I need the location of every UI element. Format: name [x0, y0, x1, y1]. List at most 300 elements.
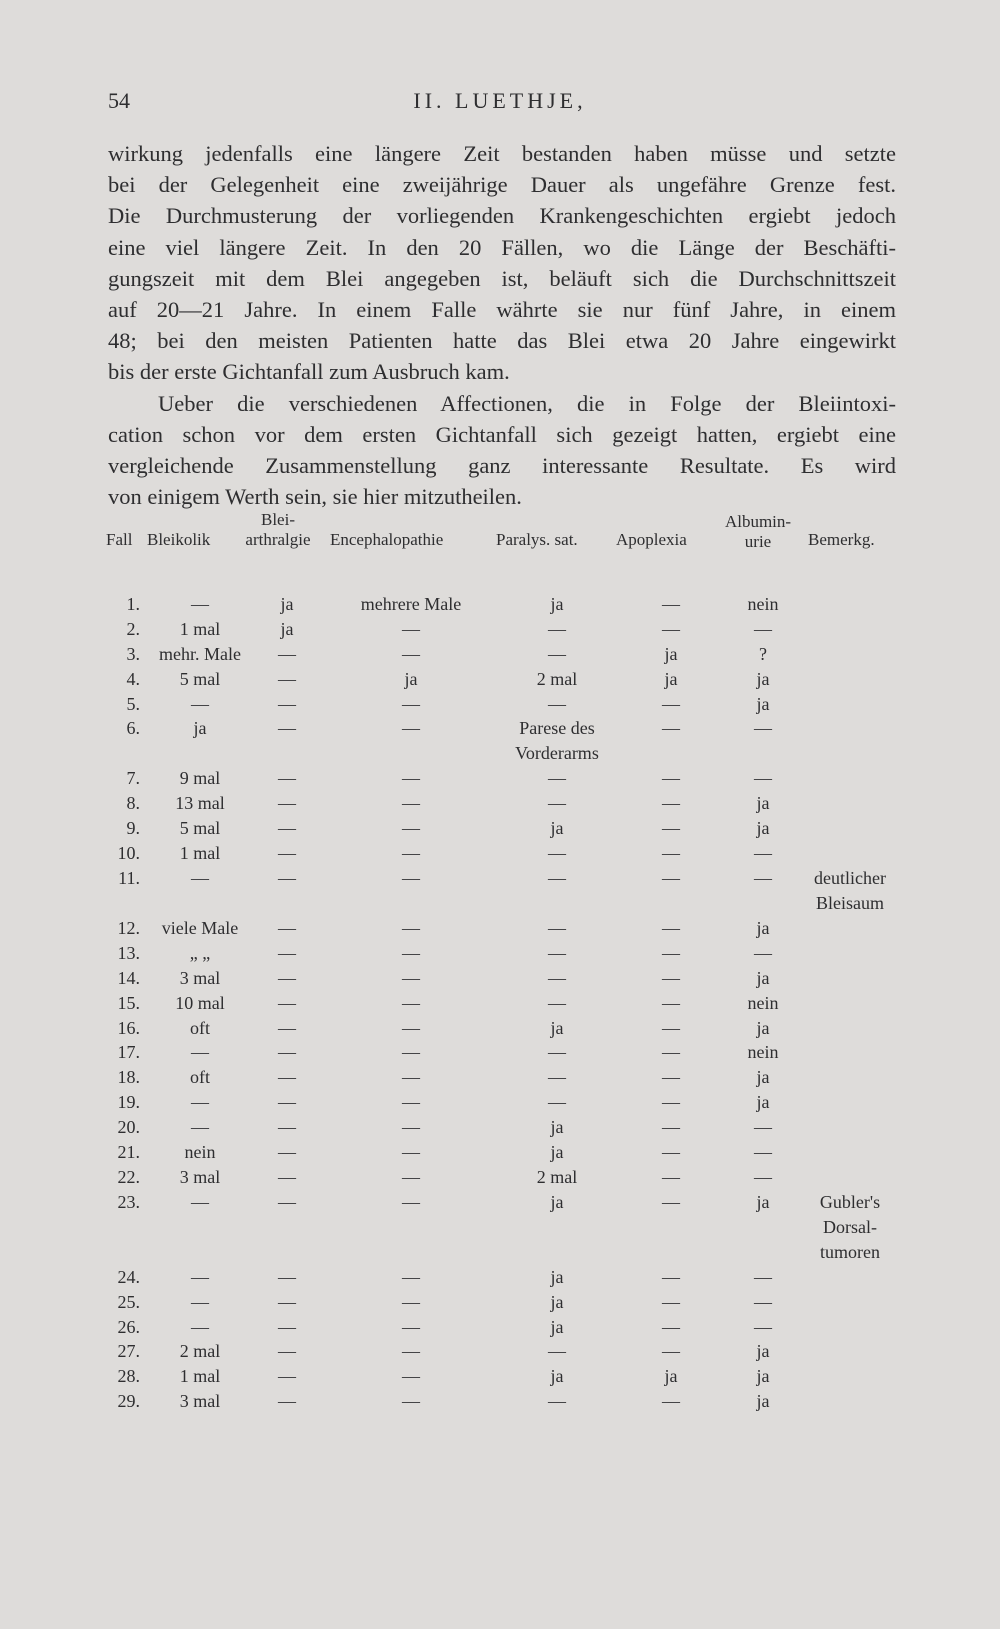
table-row: [0, 592, 1000, 617]
cell-line: —: [402, 1316, 420, 1337]
apoplexia-cell: [636, 1090, 706, 1115]
fall-cell: [100, 841, 140, 866]
bleiarthralgie-cell: [252, 916, 322, 941]
albuminurie-cell: [728, 617, 798, 642]
bleikolik-cell: [150, 1040, 250, 1065]
cell-line: Parese des: [519, 718, 595, 739]
cell-line: —: [662, 1142, 680, 1163]
encephalopathie-cell: [346, 1389, 476, 1414]
cell-line: —: [191, 1266, 209, 1287]
fall-cell: [100, 617, 140, 642]
cell-line: —: [662, 1316, 680, 1337]
bleiarthralgie-cell: [252, 1140, 322, 1165]
fall-cell: [100, 716, 140, 741]
apoplexia-cell: [636, 692, 706, 717]
table-row: [0, 1140, 1000, 1165]
cell-line: 9 mal: [179, 768, 221, 789]
cell-line: ja: [550, 594, 564, 614]
cell-line: —: [278, 843, 296, 864]
apoplexia-cell: [636, 1115, 706, 1140]
bleiarthralgie-cell: [252, 1315, 322, 1340]
cell-line: ja: [550, 818, 564, 839]
albuminurie-cell: [728, 642, 798, 667]
paralys-sat-cell: [492, 592, 622, 617]
encephalopathie-cell: [346, 866, 476, 891]
cell-line: nein: [747, 992, 779, 1013]
cell-line: 17.: [117, 1042, 140, 1063]
cell-line: 10.: [117, 843, 140, 864]
apoplexia-cell: [636, 1016, 706, 1041]
cell-line: —: [548, 1391, 566, 1412]
text-line: vergleichende Zusammenstellung ganz interessante Resultate. Es wird: [108, 453, 896, 479]
cell-line: —: [754, 1166, 772, 1187]
cell-line: —: [402, 1042, 420, 1063]
fall-cell: [100, 592, 140, 617]
bleikolik-cell: [150, 991, 250, 1016]
encephalopathie-cell: [346, 1115, 476, 1140]
albuminurie-cell: [728, 766, 798, 791]
encephalopathie-cell: [346, 816, 476, 841]
cell-line: 23.: [117, 1191, 140, 1212]
bleikolik-cell: [150, 841, 250, 866]
encephalopathie-cell: [346, 916, 476, 941]
bleikolik-cell: [150, 1265, 250, 1290]
cell-line: —: [278, 1067, 296, 1088]
cell-line: ?: [759, 643, 767, 664]
cell-line: —: [278, 868, 296, 889]
apoplexia-cell: [636, 642, 706, 667]
encephalopathie-cell: [346, 991, 476, 1016]
table-row: [0, 841, 1000, 866]
fall-cell: [100, 692, 140, 717]
cell-line: —: [402, 643, 420, 664]
cell-line: —: [278, 1166, 296, 1187]
bleiarthralgie-cell: [252, 1016, 322, 1041]
cell-line: —: [402, 1142, 420, 1163]
cell-line: mehr. Male: [159, 643, 241, 664]
albuminurie-cell: [728, 791, 798, 816]
apoplexia-cell: [636, 1364, 706, 1389]
cell-line: —: [662, 693, 680, 714]
cell-line: 12.: [117, 918, 140, 939]
table-row: [0, 1165, 1000, 1190]
bleiarthralgie-cell: [252, 1265, 322, 1290]
fall-cell: [100, 1290, 140, 1315]
paralys-sat-cell: [492, 1315, 622, 1340]
cell-line: ja: [550, 1266, 564, 1287]
paralys-sat-cell: [492, 991, 622, 1016]
fall-cell: [100, 991, 140, 1016]
bleikolik-cell: [150, 916, 250, 941]
cell-line: ja: [664, 1366, 678, 1387]
apoplexia-cell: [636, 866, 706, 891]
paralys-sat-cell: [492, 692, 622, 717]
apoplexia-cell: [636, 916, 706, 941]
table-row: [0, 1040, 1000, 1065]
apoplexia-cell: [636, 1040, 706, 1065]
cell-line: ja: [550, 1142, 564, 1163]
text-line: Die Durchmusterung der vorliegenden Krankengeschichten ergiebt jedoch: [108, 203, 896, 229]
fall-cell: [100, 1315, 140, 1340]
paralys-sat-cell: [492, 791, 622, 816]
cell-line: —: [278, 1316, 296, 1337]
body-text: [108, 138, 896, 512]
fall-cell: [100, 1140, 140, 1165]
text-line: eine viel längere Zeit. In den 20 Fällen, wo die Länge der Beschäfti-: [108, 234, 896, 260]
cell-line: ja: [756, 1067, 770, 1088]
table-row: [0, 966, 1000, 991]
bleiarthralgie-cell: [252, 766, 322, 791]
header-fall: Fall: [106, 530, 133, 549]
apoplexia-cell: [636, 1290, 706, 1315]
fall-cell: [100, 1115, 140, 1140]
paralys-sat-cell: [492, 941, 622, 966]
albuminurie-cell: [728, 1364, 798, 1389]
header-bleiarthralgie: Blei- arthralgie: [245, 510, 311, 549]
paragraph-1: [108, 138, 896, 388]
albuminurie-cell: [728, 841, 798, 866]
paralys-sat-cell: [492, 1115, 622, 1140]
cell-line: 19.: [117, 1092, 140, 1113]
encephalopathie-cell: [346, 1090, 476, 1115]
cell-line: —: [278, 818, 296, 839]
cell-line: „ „: [189, 942, 211, 963]
cell-line: ja: [550, 1017, 564, 1038]
bleiarthralgie-cell: [252, 1290, 322, 1315]
apoplexia-cell: [636, 716, 706, 741]
bleikolik-cell: [150, 816, 250, 841]
bleiarthralgie-cell: [252, 617, 322, 642]
cell-line: nein: [747, 1042, 779, 1063]
bleikolik-cell: [150, 1140, 250, 1165]
apoplexia-cell: [636, 841, 706, 866]
cell-line: ja: [756, 1191, 770, 1212]
cell-line: ja: [756, 818, 770, 839]
paralys-sat-cell: [492, 1065, 622, 1090]
cell-line: 16.: [117, 1017, 140, 1038]
bleikolik-cell: [150, 941, 250, 966]
apoplexia-cell: [636, 617, 706, 642]
albuminurie-cell: [728, 592, 798, 617]
paralys-sat-cell: [492, 1389, 622, 1414]
cell-line: —: [548, 768, 566, 789]
paralys-sat-cell: [492, 1016, 622, 1041]
cell-line: —: [278, 992, 296, 1013]
bleikolik-cell: [150, 1016, 250, 1041]
cell-line: —: [548, 1042, 566, 1063]
albuminurie-cell: [728, 1115, 798, 1140]
cell-line: —: [278, 1142, 296, 1163]
apoplexia-cell: [636, 766, 706, 791]
cell-line: —: [278, 1291, 296, 1312]
fall-cell: [100, 1016, 140, 1041]
bleikolik-cell: [150, 1115, 250, 1140]
table-row: [0, 866, 1000, 916]
albuminurie-cell: [728, 1065, 798, 1090]
apoplexia-cell: [636, 1339, 706, 1364]
bleikolik-cell: [150, 1339, 250, 1364]
cell-line: nein: [747, 594, 779, 614]
cell-line: —: [278, 967, 296, 988]
cell-line: —: [548, 967, 566, 988]
table-row: [0, 816, 1000, 841]
bleikolik-cell: [150, 716, 250, 741]
cell-line: 5 mal: [179, 668, 221, 689]
cell-line: ja: [756, 967, 770, 988]
cell-line: 29.: [117, 1391, 140, 1412]
cell-line: —: [402, 818, 420, 839]
fall-cell: [100, 791, 140, 816]
bleiarthralgie-cell: [252, 1090, 322, 1115]
table-row: [0, 791, 1000, 816]
cell-line: ja: [550, 1191, 564, 1212]
cell-line: —: [402, 1067, 420, 1088]
fall-cell: [100, 1065, 140, 1090]
cell-line: —: [402, 768, 420, 789]
table-row: [0, 667, 1000, 692]
encephalopathie-cell: [346, 1190, 476, 1215]
cell-line: 2 mal: [179, 1341, 221, 1362]
albuminurie-cell: [728, 1315, 798, 1340]
cell-line: —: [402, 718, 420, 739]
cell-line: —: [754, 718, 772, 739]
cell-line: 18.: [117, 1067, 140, 1088]
table-body: [0, 592, 1000, 1414]
cell-line: —: [278, 1341, 296, 1362]
cell-line: —: [662, 793, 680, 814]
encephalopathie-cell: [346, 1040, 476, 1065]
paralys-sat-cell: [492, 667, 622, 692]
bleiarthralgie-cell: [252, 716, 322, 741]
cell-line: —: [278, 1266, 296, 1287]
fall-cell: [100, 816, 140, 841]
encephalopathie-cell: [346, 1016, 476, 1041]
cell-line: —: [662, 594, 680, 614]
cell-line: —: [402, 1291, 420, 1312]
cell-line: —: [402, 918, 420, 939]
cell-line: ja: [664, 668, 678, 689]
encephalopathie-cell: [346, 766, 476, 791]
cell-line: —: [548, 1067, 566, 1088]
cell-line: —: [278, 668, 296, 689]
bleiarthralgie-cell: [252, 1040, 322, 1065]
cell-line: ja: [280, 594, 294, 614]
cell-line: ja: [756, 693, 770, 714]
bleikolik-cell: [150, 617, 250, 642]
cell-line: —: [548, 793, 566, 814]
bleiarthralgie-cell: [252, 1339, 322, 1364]
fall-cell: [100, 1364, 140, 1389]
paralys-sat-cell: [492, 966, 622, 991]
cell-line: 5 mal: [179, 818, 221, 839]
cell-line: —: [402, 967, 420, 988]
bemerkung-cell: [785, 1190, 915, 1265]
apoplexia-cell: [636, 1065, 706, 1090]
cell-line: ja: [550, 1117, 564, 1138]
table-row: [0, 1190, 1000, 1265]
fall-cell: [100, 1265, 140, 1290]
bleiarthralgie-cell: [252, 1389, 322, 1414]
cell-line: 3.: [126, 643, 140, 664]
cell-line: —: [191, 594, 209, 614]
fall-cell: [100, 966, 140, 991]
apoplexia-cell: [636, 966, 706, 991]
cell-line: ja: [404, 668, 418, 689]
cell-line: —: [662, 818, 680, 839]
encephalopathie-cell: [346, 791, 476, 816]
cell-line: 2 mal: [536, 1166, 578, 1187]
encephalopathie-cell: [346, 841, 476, 866]
albuminurie-cell: [728, 966, 798, 991]
table-row: [0, 716, 1000, 766]
cell-line: —: [754, 868, 772, 889]
cell-line: —: [191, 1117, 209, 1138]
cell-line: —: [278, 1191, 296, 1212]
cell-line: —: [662, 718, 680, 739]
bemerkung-cell: [785, 866, 915, 916]
cell-line: —: [662, 843, 680, 864]
cell-line: —: [662, 1191, 680, 1212]
bleiarthralgie-cell: [252, 667, 322, 692]
cell-line: 1.: [126, 594, 140, 614]
cell-line: 28.: [117, 1366, 140, 1387]
fall-cell: [100, 1165, 140, 1190]
cell-line: 10 mal: [175, 992, 225, 1013]
fall-cell: [100, 941, 140, 966]
cell-line: nein: [184, 1142, 216, 1163]
cell-line: 9.: [126, 818, 140, 839]
fall-cell: [100, 1090, 140, 1115]
cell-line: 5.: [126, 693, 140, 714]
cell-line: —: [278, 1391, 296, 1412]
cell-line: —: [402, 1266, 420, 1287]
apoplexia-cell: [636, 991, 706, 1016]
bleikolik-cell: [150, 866, 250, 891]
cell-line: —: [278, 918, 296, 939]
text-line: bis der erste Gichtanfall zum Ausbruch kam.: [108, 359, 510, 385]
paragraph-2: [108, 388, 896, 513]
cell-line: —: [278, 643, 296, 664]
cell-line: —: [191, 1092, 209, 1113]
cell-line: —: [754, 942, 772, 963]
cell-line: ja: [756, 1366, 770, 1387]
cell-line: ja: [193, 718, 207, 739]
cell-line: ja: [756, 1391, 770, 1412]
cell-line: —: [548, 942, 566, 963]
albuminurie-cell: [728, 1290, 798, 1315]
cell-line: ja: [756, 668, 770, 689]
table-header: [0, 510, 1000, 580]
bleiarthralgie-cell: [252, 816, 322, 841]
cell-line: —: [662, 918, 680, 939]
text-line: Ueber die verschiedenen Affectionen, die in Folge der Bleiintoxi-: [158, 390, 896, 416]
bleiarthralgie-cell: [252, 592, 322, 617]
cell-line: ja: [550, 1291, 564, 1312]
table-row: [0, 1389, 1000, 1414]
apoplexia-cell: [636, 1165, 706, 1190]
albuminurie-cell: [728, 692, 798, 717]
text-line: bei der Gelegenheit eine zweijährige Dauer als ungefähre Grenze fest.: [108, 172, 896, 198]
encephalopathie-cell: [346, 1364, 476, 1389]
bleiarthralgie-cell: [252, 966, 322, 991]
bleiarthralgie-cell: [252, 642, 322, 667]
header-paralys-sat: Paralys. sat.: [496, 530, 578, 549]
cell-line: —: [402, 1117, 420, 1138]
cell-line: —: [754, 1142, 772, 1163]
cell-line: Bleisaum: [816, 893, 884, 914]
table-row: [0, 1364, 1000, 1389]
table-row: [0, 1016, 1000, 1041]
cell-line: 25.: [117, 1291, 140, 1312]
apoplexia-cell: [636, 667, 706, 692]
cell-line: —: [402, 618, 420, 639]
encephalopathie-cell: [346, 592, 476, 617]
albuminurie-cell: [728, 1090, 798, 1115]
encephalopathie-cell: [346, 941, 476, 966]
cell-line: viele Male: [161, 918, 239, 939]
cell-line: ja: [756, 793, 770, 814]
paralys-sat-cell: [492, 1140, 622, 1165]
cell-line: —: [662, 1092, 680, 1113]
bleikolik-cell: [150, 667, 250, 692]
cell-line: 1 mal: [179, 843, 221, 864]
bleiarthralgie-cell: [252, 841, 322, 866]
encephalopathie-cell: [346, 1065, 476, 1090]
encephalopathie-cell: [346, 617, 476, 642]
bleikolik-cell: [150, 966, 250, 991]
cell-line: 3 mal: [179, 1166, 221, 1187]
table-row: [0, 617, 1000, 642]
cell-line: 4.: [126, 668, 140, 689]
cell-line: —: [662, 1042, 680, 1063]
cell-line: 24.: [117, 1266, 140, 1287]
table-row: [0, 766, 1000, 791]
encephalopathie-cell: [346, 1339, 476, 1364]
albuminurie-cell: [728, 916, 798, 941]
encephalopathie-cell: [346, 1290, 476, 1315]
cell-line: —: [548, 918, 566, 939]
cell-line: 20.: [117, 1117, 140, 1138]
fall-cell: [100, 916, 140, 941]
bleikolik-cell: [150, 1364, 250, 1389]
cell-line: —: [662, 1117, 680, 1138]
cell-line: —: [662, 1067, 680, 1088]
bleiarthralgie-cell: [252, 991, 322, 1016]
albuminurie-cell: [728, 1265, 798, 1290]
fall-cell: [100, 1389, 140, 1414]
cell-line: —: [548, 618, 566, 639]
cell-line: —: [278, 1117, 296, 1138]
albuminurie-cell: [728, 667, 798, 692]
cell-line: —: [754, 1266, 772, 1287]
bleikolik-cell: [150, 1389, 250, 1414]
cell-line: 14.: [117, 967, 140, 988]
cell-line: —: [402, 1366, 420, 1387]
cell-line: 1 mal: [179, 618, 221, 639]
bleikolik-cell: [150, 592, 250, 617]
albuminurie-cell: [728, 1389, 798, 1414]
cell-line: —: [278, 793, 296, 814]
cell-line: —: [278, 1092, 296, 1113]
bleikolik-cell: [150, 1290, 250, 1315]
fall-cell: [100, 1040, 140, 1065]
cell-line: —: [402, 1341, 420, 1362]
bleiarthralgie-cell: [252, 1165, 322, 1190]
page-header: [108, 88, 892, 122]
cell-line: ja: [550, 1316, 564, 1337]
cell-line: —: [402, 1017, 420, 1038]
cell-line: —: [402, 942, 420, 963]
